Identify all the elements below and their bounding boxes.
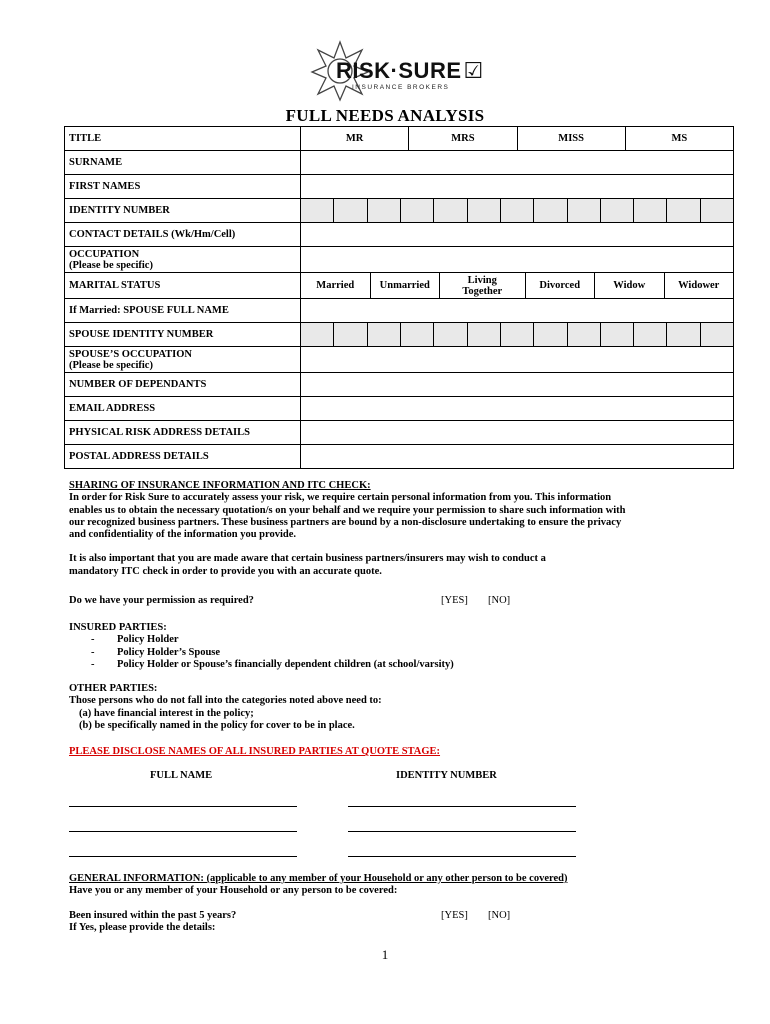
postal-address-label: POSTAL ADDRESS DETAILS — [65, 445, 301, 469]
insured-parties-section — [69, 622, 454, 671]
title-row — [65, 127, 734, 151]
list-item: - Policy Holder or Spouse’s financially dependent children (at school/varsity) — [91, 658, 454, 670]
spouse-id-row — [65, 323, 734, 347]
list-item: - Policy Holder’s Spouse — [91, 646, 221, 658]
contact-details-label: CONTACT DETAILS (Wk/Hm/Cell) — [65, 223, 301, 247]
surname-row — [65, 151, 734, 175]
sharing-paragraph-1: In order for Risk Sure to accurately assess your risk, we require certain personal information from you. This information enables us to obtain the necessary quotation/s on your behalf and we require your permission to share such information with our recognized business partners. These business partners are bound by a non-disclosure undertaking to ensure the privacy and confidentiality of the information you provide. — [69, 492, 626, 541]
insured-parties-heading: INSURED PARTIES: — [69, 622, 167, 633]
title-option-mrs[interactable]: MRS — [408, 127, 516, 150]
occupation-row — [65, 247, 734, 273]
marital-option-unmarried[interactable]: Unmarried — [370, 273, 440, 298]
spouse-id-label: SPOUSE IDENTITY NUMBER — [65, 323, 301, 347]
spouse-occupation-label: SPOUSE’S OCCUPATION (Please be specific) — [65, 347, 301, 373]
full-name-line-3[interactable] — [69, 856, 297, 857]
list-item: (b) be specifically named in the policy for cover to be in place. — [79, 719, 355, 731]
marital-option-living-together[interactable]: Living Together — [439, 273, 525, 298]
list-item: (a) have financial interest in the policy; — [79, 707, 254, 719]
identity-number-label: IDENTITY NUMBER — [65, 199, 301, 223]
page-number: 1 — [381, 947, 389, 962]
surname-label: SURNAME — [65, 151, 301, 175]
disclose-notice: PLEASE DISCLOSE NAMES OF ALL INSURED PARTIES AT QUOTE STAGE: — [69, 746, 441, 757]
marital-option-married[interactable]: Married — [316, 280, 355, 291]
other-parties-intro: Those persons who do not fall into the categories noted above need to: — [69, 695, 382, 707]
spouse-name-field[interactable] — [301, 299, 734, 323]
occupation-field[interactable] — [301, 247, 734, 273]
marital-option-widower[interactable]: Widower — [664, 273, 734, 298]
spouse-id-field[interactable] — [301, 323, 734, 347]
occupation-label: OCCUPATION (Please be specific) — [65, 247, 301, 273]
dependants-row — [65, 373, 734, 397]
spouse-name-row — [65, 299, 734, 323]
identity-number-line-2[interactable] — [348, 831, 576, 832]
general-info-section — [69, 873, 567, 898]
sharing-heading: SHARING OF INSURANCE INFORMATION AND ITC CHECK: — [69, 480, 371, 491]
other-parties-section — [69, 683, 382, 732]
email-label: EMAIL ADDRESS — [65, 397, 301, 421]
contact-details-row — [65, 223, 734, 247]
spouse-occupation-row — [65, 347, 734, 373]
title-option-miss[interactable]: MISS — [517, 127, 625, 150]
email-field[interactable] — [301, 397, 734, 421]
logo-subtitle: INSURANCE BROKERS — [352, 84, 450, 91]
first-names-row — [65, 175, 734, 199]
document-title: FULL NEEDS ANALYSIS — [285, 106, 485, 125]
identity-number-header: IDENTITY NUMBER — [396, 770, 497, 781]
insured-no-option[interactable]: [NO] — [488, 910, 511, 921]
postal-address-field[interactable] — [301, 445, 734, 469]
insured-yes-option[interactable]: [YES] — [441, 910, 468, 921]
other-parties-heading: OTHER PARTIES: — [69, 683, 158, 694]
physical-address-field[interactable] — [301, 421, 734, 445]
title-options — [301, 127, 733, 150]
permission-yes-option[interactable]: [YES] — [441, 595, 468, 606]
full-name-line-2[interactable] — [69, 831, 297, 832]
physical-address-row — [65, 421, 734, 445]
permission-no-option[interactable]: [NO] — [488, 595, 511, 606]
identity-number-line-1[interactable] — [348, 806, 576, 807]
general-info-heading: GENERAL INFORMATION: (applicable to any member of your Household or any other person to be covered) — [69, 873, 568, 884]
first-names-field[interactable] — [301, 175, 734, 199]
marital-option-widow[interactable]: Widow — [594, 273, 664, 298]
full-name-header: FULL NAME — [150, 770, 213, 781]
dependants-label: NUMBER OF DEPENDANTS — [65, 373, 301, 397]
general-info-question: Been insured within the past 5 years? If Yes, please provide the details: — [69, 910, 237, 934]
marital-options — [301, 273, 733, 298]
general-info-intro: Have you or any member of your Household or any person to be covered: — [69, 885, 398, 897]
identity-number-line-3[interactable] — [348, 856, 576, 857]
marital-option-divorced[interactable]: Divorced — [525, 273, 595, 298]
title-label: TITLE — [65, 127, 301, 151]
sharing-paragraph-2: It is also important that you are made aware that certain business partners/insurers may wish to conduct a mandatory ITC check in order to provide you with an accurate quote. — [69, 553, 546, 577]
spouse-occupation-field[interactable] — [301, 347, 734, 373]
postal-address-row — [65, 445, 734, 469]
marital-status-row — [65, 273, 734, 299]
identity-number-field[interactable] — [301, 199, 734, 223]
permission-question: Do we have your permission as required? — [69, 595, 254, 606]
list-item: - Policy Holder — [91, 634, 179, 646]
logo-wordmark: RISK·SURE☑ — [336, 58, 484, 83]
email-row — [65, 397, 734, 421]
identity-number-row — [65, 199, 734, 223]
full-name-line-1[interactable] — [69, 806, 297, 807]
client-details-table — [64, 126, 734, 469]
first-names-label: FIRST NAMES — [65, 175, 301, 199]
surname-field[interactable] — [301, 151, 734, 175]
title-option-ms[interactable]: MS — [625, 127, 733, 150]
contact-details-field[interactable] — [301, 223, 734, 247]
dependants-field[interactable] — [301, 373, 734, 397]
company-logo — [300, 40, 484, 102]
check-box-icon: ☑ — [463, 58, 484, 83]
spouse-name-label: If Married: SPOUSE FULL NAME — [65, 299, 301, 323]
sharing-section — [69, 480, 625, 578]
marital-status-label: MARITAL STATUS — [65, 273, 301, 299]
title-option-mr[interactable]: MR — [345, 133, 364, 144]
physical-address-label: PHYSICAL RISK ADDRESS DETAILS — [65, 421, 301, 445]
